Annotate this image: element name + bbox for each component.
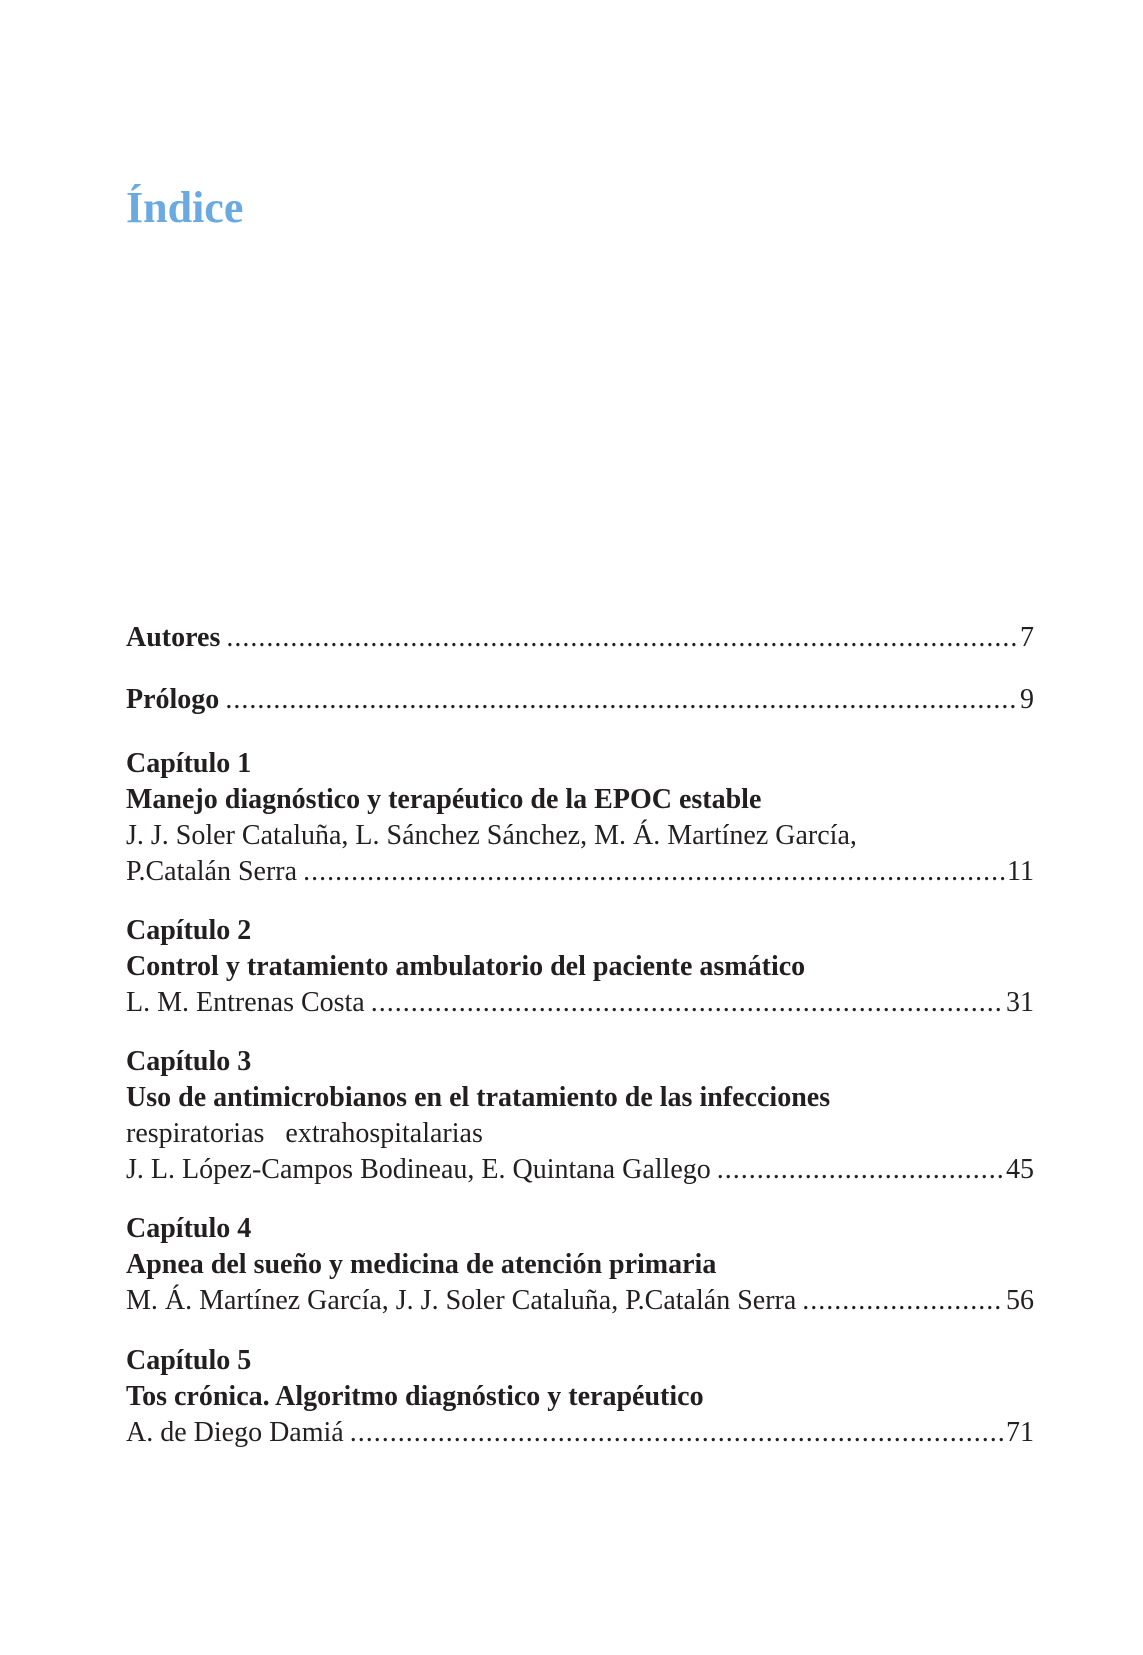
toc-entry-chapter-5[interactable] bbox=[126, 1343, 1034, 1451]
chapter-authors: A. de Diego Damiá bbox=[126, 1417, 344, 1448]
dot-leader bbox=[371, 985, 1004, 1021]
toc-page-number: 31 bbox=[1006, 987, 1034, 1018]
chapter-authors: J. J. Soler Cataluña, L. Sánchez Sánchez, M. Á. Martínez García, bbox=[126, 820, 857, 851]
toc-entry-chapter-4[interactable] bbox=[126, 1211, 1034, 1319]
dot-leader bbox=[350, 1415, 1004, 1451]
chapter-number: Capítulo 4 bbox=[126, 1213, 252, 1244]
page-title: Índice bbox=[126, 183, 244, 232]
toc-line bbox=[126, 854, 1034, 890]
toc-page-number: 71 bbox=[1006, 1417, 1034, 1448]
toc-entry-label: Autores bbox=[126, 622, 221, 653]
dot-leader bbox=[717, 1152, 1004, 1188]
dot-leader bbox=[226, 618, 1018, 658]
toc-line bbox=[126, 1415, 1034, 1451]
toc-entry-prologo[interactable] bbox=[126, 680, 1034, 720]
chapter-title: Control y tratamiento ambulatorio del paciente asmático bbox=[126, 951, 806, 982]
dot-leader bbox=[225, 680, 1018, 720]
toc-entry-autores[interactable] bbox=[126, 618, 1034, 658]
chapter-title: Uso de antimicrobianos en el tratamiento de las infecciones bbox=[126, 1082, 831, 1113]
toc-entry-label: Prólogo bbox=[126, 684, 220, 715]
toc-page-number: 9 bbox=[1020, 684, 1034, 715]
chapter-number: Capítulo 2 bbox=[126, 915, 252, 946]
chapter-authors: P.Catalán Serra bbox=[126, 856, 298, 887]
toc-line bbox=[126, 1152, 1034, 1188]
toc-entry-chapter-1[interactable] bbox=[126, 746, 1034, 890]
chapter-number: Capítulo 5 bbox=[126, 1345, 252, 1376]
chapter-title: Manejo diagnóstico y terapéutico de la EPOC estable bbox=[126, 784, 762, 815]
toc-page-number: 7 bbox=[1020, 622, 1034, 653]
toc-line bbox=[126, 618, 1034, 658]
toc-line bbox=[126, 985, 1034, 1021]
dot-leader bbox=[303, 854, 1005, 890]
toc-line bbox=[126, 680, 1034, 720]
toc-page-number: 56 bbox=[1006, 1285, 1034, 1316]
chapter-number: Capítulo 3 bbox=[126, 1046, 252, 1077]
dot-leader bbox=[802, 1283, 1004, 1319]
chapter-number: Capítulo 1 bbox=[126, 748, 252, 779]
toc-line bbox=[126, 1283, 1034, 1319]
chapter-subtitle: respiratorias extrahospitalarias bbox=[126, 1118, 483, 1149]
toc-page-number: 11 bbox=[1007, 856, 1034, 887]
toc-entry-chapter-3[interactable] bbox=[126, 1044, 1034, 1188]
toc-entry-chapter-2[interactable] bbox=[126, 913, 1034, 1021]
chapter-authors: M. Á. Martínez García, J. J. Soler Cataluña, P.Catalán Serra bbox=[126, 1285, 797, 1316]
toc-page-number: 45 bbox=[1006, 1154, 1034, 1185]
chapter-authors: J. L. López-Campos Bodineau, E. Quintana Gallego bbox=[126, 1154, 711, 1185]
chapter-title: Apnea del sueño y medicina de atención primaria bbox=[126, 1249, 717, 1280]
chapter-authors: L. M. Entrenas Costa bbox=[126, 987, 365, 1018]
chapter-title: Tos crónica. Algoritmo diagnóstico y terapéutico bbox=[126, 1381, 704, 1412]
